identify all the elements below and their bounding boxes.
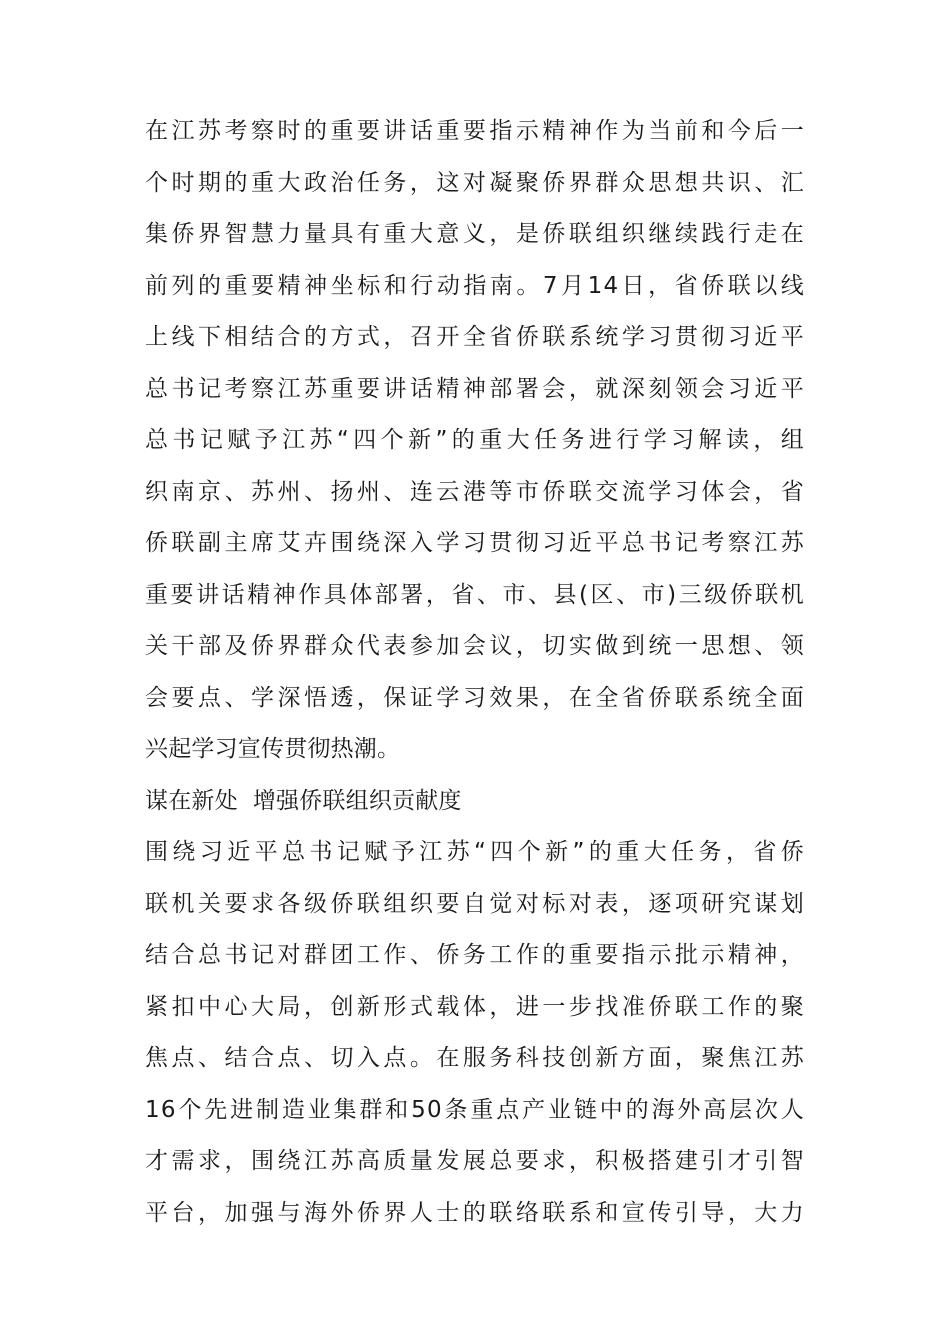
paragraph-line: 个时期的重大政治任务，这对凝聚侨界群众思想共识、汇 [145,169,805,196]
paragraph-line: 会要点、学深悟透，保证学习效果，在全省侨联系统全面 [145,684,805,711]
paragraph-line: 重要讲话精神作具体部署，省、市、县(区、市)三级侨联机 [145,581,805,608]
paragraph-line: 关干部及侨界群众代表参加会议，切实做到统一思想、领 [145,633,805,659]
paragraph-line: 围绕习近平总书记赋予江苏“四个新”的重大任务，省侨 [145,839,805,865]
paragraph-line: 在江苏考察时的重要讲话重要指示精神作为当前和今后一 [145,118,805,144]
paragraph-line: 兴起学习宣传贯彻热潮。 [145,736,401,762]
paragraph-line: 16个先进制造业集群和50条重点产业链中的海外高层次人 [145,1096,805,1123]
paragraph-line: 平台，加强与海外侨界人士的联络联系和宣传引导，大力 [145,1199,805,1226]
paragraph-line: 总书记考察江苏重要讲话精神部署会，就深刻领会习近平 [145,375,805,402]
paragraph-2 [145,827,805,1239]
paragraph-line: 紧扣中心大局，创新形式载体，进一步找准侨联工作的聚 [145,993,805,1020]
document-body [145,106,805,1239]
paragraph-1 [145,106,805,776]
paragraph-line: 联机关要求各级侨联组织要自觉对标对表，逐项研究谋划 [145,890,805,917]
section-heading: 谋在新处 增强侨联组织贡献度 [145,787,462,814]
paragraph-line: 集侨界智慧力量具有重大意义，是侨联组织继续践行走在 [145,221,805,247]
paragraph-line: 前列的重要精神坐标和行动指南。7月14日，省侨联以线 [145,272,805,299]
paragraph-line: 织南京、苏州、扬州、连云港等市侨联交流学习体会，省 [145,478,805,505]
paragraph-line: 结合总书记对群团工作、侨务工作的重要指示批示精神， [145,942,805,968]
paragraph-line: 上线下相结合的方式，召开全省侨联系统学习贯彻习近平 [145,324,805,350]
paragraph-line: 侨联副主席艾卉围绕深入学习贯彻习近平总书记考察江苏 [145,530,805,556]
paragraph-line: 总书记赋予江苏“四个新”的重大任务进行学习解读，组 [145,427,805,453]
paragraph-line: 焦点、结合点、切入点。在服务科技创新方面，聚焦江苏 [145,1045,805,1071]
paragraph-line: 才需求，围绕江苏高质量发展总要求，积极搭建引才引智 [145,1148,805,1174]
